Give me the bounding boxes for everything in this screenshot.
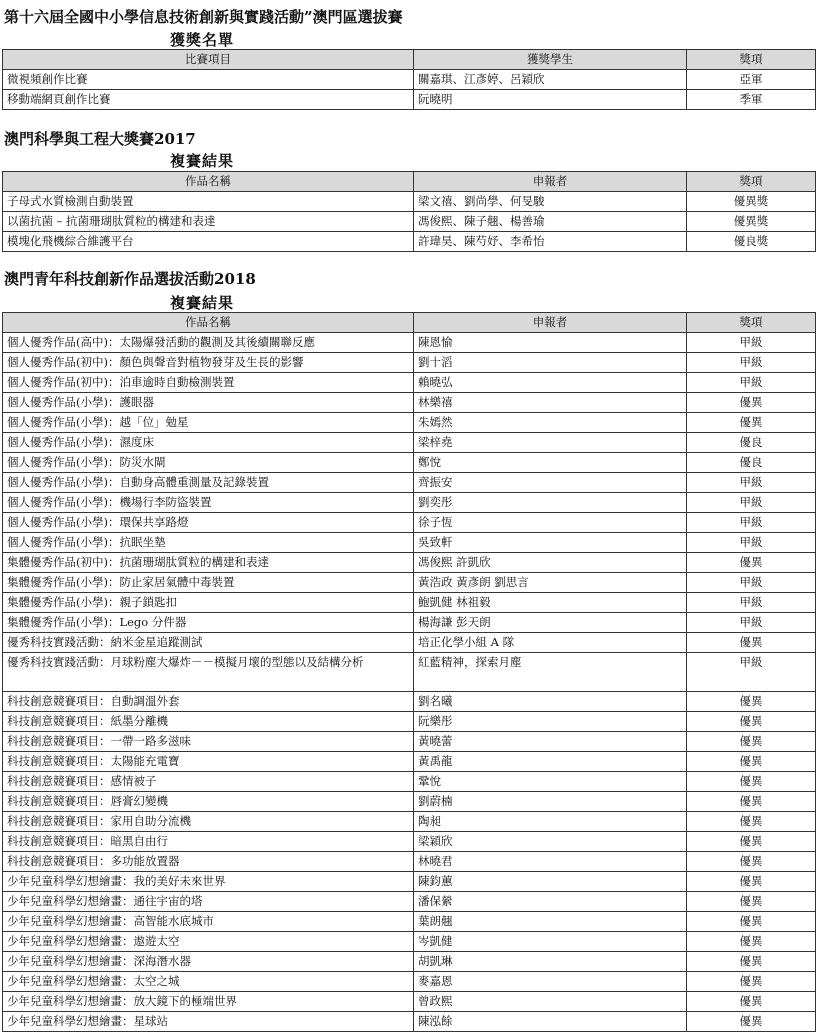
applicant-cell: 陳泓餘	[414, 1012, 687, 1032]
column-header: 獎項	[687, 313, 816, 333]
award-cell: 優異	[687, 792, 816, 812]
award-cell: 甲級	[687, 373, 816, 393]
applicant-cell: 黃禹龍	[414, 752, 687, 772]
award-cell: 甲級	[687, 593, 816, 613]
column-header: 獎項	[687, 50, 816, 70]
award-cell: 優異	[687, 912, 816, 932]
name-cell: 移動端網頁創作比賽	[3, 90, 414, 110]
applicant-cell: 劉蔚楠	[414, 792, 687, 812]
award-cell: 甲級	[687, 573, 816, 593]
name-cell: 少年兒童科學幻想繪畫：通往宇宙的塔	[3, 892, 414, 912]
award-cell: 甲級	[687, 653, 816, 692]
name-cell: 少年兒童科學幻想繪畫：星球站	[3, 1012, 414, 1032]
name-cell: 科技創意競賽項目：太陽能充電寶	[3, 752, 414, 772]
table-row	[3, 513, 816, 533]
section1-subtitle: 獲獎名單	[170, 31, 235, 49]
applicant-cell: 黃曉蕾	[414, 732, 687, 752]
table-row	[3, 533, 816, 553]
award-cell: 優異	[687, 872, 816, 892]
name-cell: 以菌抗菌 – 抗菌珊瑚肽質粒的構建和表達	[3, 212, 414, 232]
applicant-cell: 黃浩政 黃彥朗 劉思言	[414, 573, 687, 593]
column-header: 作品名稱	[3, 172, 414, 192]
table-row	[3, 232, 816, 252]
table-row	[3, 493, 816, 513]
applicant-cell: 阮樂彤	[414, 712, 687, 732]
award-cell: 優異	[687, 393, 816, 413]
name-cell: 微視頻創作比賽	[3, 70, 414, 90]
name-cell: 少年兒童科學幻想繪畫：太空之城	[3, 972, 414, 992]
name-cell: 模塊化飛機綜合維護平台	[3, 232, 414, 252]
table-row	[3, 812, 816, 832]
award-cell: 優異	[687, 752, 816, 772]
name-cell: 科技創意競賽項目：一帶一路多滋味	[3, 732, 414, 752]
applicant-cell: 吳致軒	[414, 533, 687, 553]
name-cell: 個人優秀作品(小學)：濕度床	[3, 433, 414, 453]
award-cell: 甲級	[687, 533, 816, 553]
section3-subtitle: 複賽結果	[170, 294, 235, 312]
name-cell: 集體優秀作品(初中)：抗菌珊瑚肽質粒的構建和表達	[3, 553, 414, 573]
table-row	[3, 892, 816, 912]
award-cell: 優異獎	[687, 192, 816, 212]
award-cell: 優異	[687, 852, 816, 872]
award-cell: 甲級	[687, 493, 816, 513]
applicant-cell: 鄭悅	[414, 453, 687, 473]
award-cell: 優異	[687, 892, 816, 912]
name-cell: 個人優秀作品(初中)：泊車逾時自動檢測裝置	[3, 373, 414, 393]
table-row	[3, 872, 816, 892]
name-cell: 優秀科技實踐活動：月球粉塵大爆炸－－模擬月壞的型態以及結構分析	[3, 653, 414, 692]
name-cell: 少年兒童科學幻想繪畫：高智能水底城市	[3, 912, 414, 932]
award-cell: 優異	[687, 692, 816, 712]
table-row	[3, 692, 816, 712]
name-cell: 科技創意競賽項目：紙墨分離機	[3, 712, 414, 732]
table-row	[3, 752, 816, 772]
award-cell: 優異	[687, 812, 816, 832]
section2-title: 澳門科學與工程大獎賽2017	[4, 130, 196, 148]
name-cell: 集體優秀作品(小學)：親子鎖匙扣	[3, 593, 414, 613]
table-row	[3, 732, 816, 752]
award-cell: 甲級	[687, 613, 816, 633]
award-cell: 優良	[687, 453, 816, 473]
applicant-cell: 紅藍精神，探索月塵	[414, 653, 687, 692]
applicant-cell: 梁穎欣	[414, 832, 687, 852]
applicant-cell: 賴曉弘	[414, 373, 687, 393]
award-cell: 甲級	[687, 513, 816, 533]
section3-table	[2, 312, 816, 1032]
table-row	[3, 1012, 816, 1032]
column-header: 獎項	[687, 172, 816, 192]
award-cell: 亞軍	[687, 70, 816, 90]
applicant-cell: 劉奕彤	[414, 493, 687, 513]
applicant-cell: 麥嘉恩	[414, 972, 687, 992]
table-row	[3, 192, 816, 212]
name-cell: 集體優秀作品(小學)：Lego 分件器	[3, 613, 414, 633]
column-header: 申報者	[414, 313, 687, 333]
name-cell: 個人優秀作品(小學)：防災水閘	[3, 453, 414, 473]
column-header: 比賽項目	[3, 50, 414, 70]
applicant-cell: 林曉君	[414, 852, 687, 872]
applicant-cell: 潘保縈	[414, 892, 687, 912]
table-row	[3, 653, 816, 692]
table-row	[3, 772, 816, 792]
table-row	[3, 712, 816, 732]
applicant-cell: 陶昶	[414, 812, 687, 832]
award-cell: 優異獎	[687, 212, 816, 232]
name-cell: 科技創意競賽項目：家用自助分流機	[3, 812, 414, 832]
award-cell: 甲級	[687, 333, 816, 353]
name-cell: 少年兒童科學幻想繪畫：我的美好未來世界	[3, 872, 414, 892]
award-cell: 優良	[687, 433, 816, 453]
award-cell: 優異	[687, 413, 816, 433]
name-cell: 科技創意競賽項目：自動調溫外套	[3, 692, 414, 712]
award-cell: 優異	[687, 832, 816, 852]
table-row	[3, 433, 816, 453]
column-header: 作品名稱	[3, 313, 414, 333]
name-cell: 個人優秀作品(小學)：護眼器	[3, 393, 414, 413]
applicant-cell: 劉名曦	[414, 692, 687, 712]
applicant-cell: 曾政熙	[414, 992, 687, 1012]
name-cell: 個人優秀作品(小學)：自動身高體重測量及記錄裝置	[3, 473, 414, 493]
section1-table	[2, 49, 816, 110]
table-header-row	[3, 172, 816, 192]
name-cell: 個人優秀作品(小學)：機場行李防盜裝置	[3, 493, 414, 513]
award-cell: 季軍	[687, 90, 816, 110]
applicant-cell: 楊海謙 彭天朗	[414, 613, 687, 633]
table-row	[3, 992, 816, 1012]
table-row	[3, 972, 816, 992]
section2-subtitle: 複賽結果	[170, 152, 235, 170]
table-row	[3, 473, 816, 493]
award-cell: 優異	[687, 932, 816, 952]
table-row	[3, 792, 816, 812]
award-cell: 甲級	[687, 473, 816, 493]
award-cell: 優異	[687, 732, 816, 752]
applicant-cell: 劉十滔	[414, 353, 687, 373]
award-cell: 甲級	[687, 353, 816, 373]
table-row	[3, 413, 816, 433]
name-cell: 科技創意競賽項目：暗黑自由行	[3, 832, 414, 852]
table-row	[3, 932, 816, 952]
table-row	[3, 593, 816, 613]
applicant-cell: 岑凱健	[414, 932, 687, 952]
applicant-cell: 鞏悅	[414, 772, 687, 792]
name-cell: 個人優秀作品(高中)：太陽爆發活動的觀測及其後續關聯反應	[3, 333, 414, 353]
applicant-cell: 梁梓堯	[414, 433, 687, 453]
applicant-cell: 徐子恆	[414, 513, 687, 533]
table-row	[3, 912, 816, 932]
award-cell: 優異	[687, 952, 816, 972]
name-cell: 個人優秀作品(小學)：抗眠坐墊	[3, 533, 414, 553]
applicant-cell: 馮俊熙、陳子翹、楊善瑜	[414, 212, 687, 232]
table-row	[3, 70, 816, 90]
applicant-cell: 陳鈞蕙	[414, 872, 687, 892]
applicant-cell: 阮曉明	[414, 90, 687, 110]
column-header: 申報者	[414, 172, 687, 192]
name-cell: 個人優秀作品(小學)：越「位」勉星	[3, 413, 414, 433]
name-cell: 科技創意競賽項目：多功能放置器	[3, 852, 414, 872]
name-cell: 集體優秀作品(小學)：防止家居氣體中毒裝置	[3, 573, 414, 593]
table-row	[3, 832, 816, 852]
applicant-cell: 葉朗翹	[414, 912, 687, 932]
table-row	[3, 613, 816, 633]
name-cell: 子母式水質檢測自動裝置	[3, 192, 414, 212]
section3-title: 澳門青年科技創新作品選拔活動2018	[4, 270, 256, 288]
table-row	[3, 393, 816, 413]
award-cell: 優異	[687, 553, 816, 573]
table-row	[3, 373, 816, 393]
table-row	[3, 212, 816, 232]
table-row	[3, 952, 816, 972]
table-row	[3, 633, 816, 653]
name-cell: 科技創意競賽項目：唇膏幻變機	[3, 792, 414, 812]
applicant-cell: 許瑋昊、陳芍妤、李希怡	[414, 232, 687, 252]
award-cell: 優異	[687, 1012, 816, 1032]
applicant-cell: 梁文禧、劉尚學、何旻駿	[414, 192, 687, 212]
name-cell: 少年兒童科學幻想繪畫：遨遊太空	[3, 932, 414, 952]
award-cell: 優異	[687, 972, 816, 992]
applicant-cell: 林樂禧	[414, 393, 687, 413]
table-row	[3, 573, 816, 593]
applicant-cell: 胡凱琳	[414, 952, 687, 972]
column-header: 獲獎學生	[414, 50, 687, 70]
award-cell: 優良獎	[687, 232, 816, 252]
table-row	[3, 90, 816, 110]
table-header-row	[3, 313, 816, 333]
applicant-cell: 關嘉琪、江彥婷、呂穎欣	[414, 70, 687, 90]
applicant-cell: 齊振安	[414, 473, 687, 493]
name-cell: 優秀科技實踐活動：納米金星追蹤測試	[3, 633, 414, 653]
name-cell: 少年兒童科學幻想繪畫：深海潛水器	[3, 952, 414, 972]
name-cell: 個人優秀作品(初中)：顏色與聲音對植物發芽及生長的影響	[3, 353, 414, 373]
name-cell: 少年兒童科學幻想繪畫：放大鏡下的極端世界	[3, 992, 414, 1012]
table-row	[3, 852, 816, 872]
name-cell: 個人優秀作品(小學)：環保共享路燈	[3, 513, 414, 533]
section2-table	[2, 171, 816, 252]
applicant-cell: 馮俊熙 許凱欣	[414, 553, 687, 573]
award-cell: 優異	[687, 633, 816, 653]
table-row	[3, 453, 816, 473]
table-row	[3, 333, 816, 353]
applicant-cell: 鮑凱健 林祖毅	[414, 593, 687, 613]
table-header-row	[3, 50, 816, 70]
applicant-cell: 培正化學小組 A 隊	[414, 633, 687, 653]
award-cell: 優異	[687, 992, 816, 1012]
applicant-cell: 朱嫣然	[414, 413, 687, 433]
table-row	[3, 553, 816, 573]
table-row	[3, 353, 816, 373]
applicant-cell: 陳恩愉	[414, 333, 687, 353]
section1-title: 第十六屆全國中小學信息技術創新與實踐活動”澳門區選拔賽	[4, 8, 403, 26]
name-cell: 科技創意競賽項目：感情被子	[3, 772, 414, 792]
award-cell: 優異	[687, 712, 816, 732]
award-cell: 優異	[687, 772, 816, 792]
